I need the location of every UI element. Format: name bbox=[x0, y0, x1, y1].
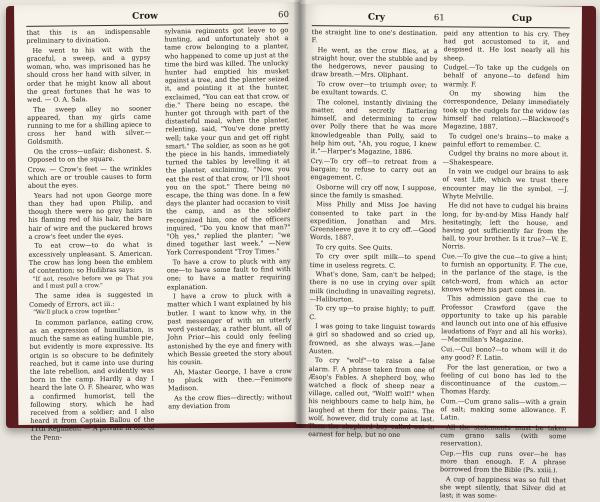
dictionary-paragraph: Years had not upon George more than they had upon Philip, and though there were no grey hairs in his flaming red of his hair, the bare hair of wire and the puckered brows a crow's feet under the eyes. bbox=[28, 190, 153, 241]
dictionary-paragraph: Crow. — Crow's feet — the wrinkles which are or trouble causes to form about the eyes. bbox=[27, 164, 152, 191]
dictionary-paragraph: Osborne will cry off now, I suppose, since the family is smashed. bbox=[310, 182, 437, 200]
right-page-header bbox=[312, 10, 570, 28]
header-guide-word-left: Cry bbox=[367, 12, 386, 23]
dictionary-paragraph: Ah, Master George, I have a crow to pluck with thee.—Fenimore Madison. bbox=[167, 366, 292, 393]
dictionary-paragraph: "If not, resolve before we go That you and I must pull a crow." bbox=[32, 275, 153, 290]
dictionary-paragraph: Cum.—Cum grano salis—with a grain of salt; making some allowance. F. Latin. bbox=[440, 397, 567, 422]
dictionary-paragraph: Cup.—His cup runs over—he has more than enough. F. A phrase borrowed from the Bible (Ps. xxiii.). bbox=[439, 449, 567, 475]
dictionary-paragraph: that this is an indispensable preliminary to divination. bbox=[26, 27, 151, 46]
dictionary-paragraph: To crow over—to triumph over; to be exultant towards. C. bbox=[311, 80, 438, 97]
right-page bbox=[296, 4, 582, 501]
dictionary-paragraph: "We'll pluck a crow together." bbox=[33, 309, 121, 317]
dictionary-paragraph: I have a crow to pluck with a matter which I want explained by his butler. I want to know why, in the past messenger of with an utterly word yesterday, a rather blunt, all of John Prior—his could only feeling astonished by the eye and finery with which Bessie greeted the story about his cousin. bbox=[167, 291, 292, 367]
dictionary-paragraph: Cry.—To cry off—to retreat from a bargain; to refuse to carry out an engagement. C. bbox=[310, 156, 437, 182]
dictionary-paragraph: The same idea is suggested in Comedy of Errors, act iii.: bbox=[29, 290, 154, 309]
page-number: 61 bbox=[433, 13, 445, 24]
dictionary-paragraph: The colonel, instantly divining the matter, and secretly flattering himself, and determining to crow over Polly there that he was more knowledgeable than Polly, said to help him out, "Ah, you rogue, I knew it."—Harper's Magazine, 1886. bbox=[310, 97, 438, 157]
book-gutter bbox=[294, 0, 306, 428]
right-page-columns bbox=[308, 28, 570, 502]
dictionary-paragraph: Cudgel.—To take up the cudgels on behalf of anyone—to defend him warmly. F. bbox=[443, 63, 570, 89]
left-column-2 bbox=[164, 26, 292, 442]
right-column-1 bbox=[308, 28, 438, 501]
dictionary-paragraph: I was going to take linguist towards a girl so shadowed and so cried up, frowned, as she always was.—Jane Austen. bbox=[308, 322, 436, 356]
dictionary-paragraph: paid any attention to his cry. They had got accustomed to it, and despised it. He lost nearly all his sheep. bbox=[443, 29, 570, 63]
left-page-header bbox=[26, 8, 288, 27]
dictionary-paragraph: What's done, Sam, can't be helped; there is no use in crying over spilt milk (including in unavailing regrets).—Haliburton. bbox=[309, 270, 436, 304]
dictionary-paragraph: In vain we cudgel our brains to ask of vast Life, which we trust there encounter may lie the symbol. —J. Whyte Melville. bbox=[442, 167, 569, 201]
left-page-columns bbox=[26, 26, 292, 443]
page-number: 60 bbox=[278, 10, 290, 21]
dictionary-paragraph: This admission gave the cue to Professor Crawford (gave the opportunity to take up his parable and launch out into one of his effusive laudations of Fayr and all his works).—Macmillan's Magazine. bbox=[441, 294, 568, 345]
dictionary-paragraph: sylvania regiments got leave to go hunting, and unfortunately shot a tame crow belonging to a planter, who happened to come up just at the time the bird was killed. The unlucky hunter had emptied his musket against a tree, and the planter seized it, and pointing it at the hunter, exclaimed, "You can eat that crow, or die." There being no escape, the hunter got through with part of the distasteful meal, when the planter, relenting, said, "You've done pretty well; take your gun and get off right smart." The soldier, as soon as he got the piece in his hands, immediately turned the tables by levelling it at the planter, exclaiming, "Now, you eat the rest of that crow, or I'll shoot you on the spot." There being no escape, the thing was done. In a few days the planter had occasion to visit the camp, and as the soldier recognized him, one of the officers inquired, "Do you know that man?" "Oh yes," replied the planter; "we dined together last week." —New York Correspondent "Troy Times." bbox=[164, 26, 291, 257]
dictionary-paragraph: On my showing him the correspondence, Delany immediately took up the cudgels for the widow (as himself had relation).—Blackwood's Magazine, 1887. bbox=[442, 89, 570, 131]
dictionary-paragraph: the straight line to one's destination. F. bbox=[311, 28, 438, 45]
right-column-2 bbox=[440, 29, 570, 502]
dictionary-paragraph: To cry quits. See Quits. bbox=[315, 242, 393, 252]
dictionary-paragraph: In common parlance, eating crow, as an expression of humiliation, is much the same as eating humble pie, but evidently is more expressive. Its origin is so obscure to be definitely reached, but it came into use during the late rebellion, and evidently was born in the camp. Hardly a day I heard the late O. F. Shearer, who was a confirmed humorist, tell the following story, which he had received from a soldier; and I also heard it from Captain Ballou of the 11th Regiment: — A private in one of the Penn- bbox=[29, 317, 155, 442]
dictionary-paragraph: Cudgel thy brains no more about it. —Shakespeare. bbox=[442, 149, 569, 167]
left-page bbox=[14, 2, 304, 442]
dictionary-paragraph: On the cross—unfair; dishonest. S. Opposed to on the square. bbox=[27, 146, 152, 165]
dictionary-paragraph: Cue.—To give the cue—to give a hint; to furnish an opportunity. F. The cue, in the parlance of the stage, is the catch-word, from which an actor knows where his part comes in. bbox=[441, 252, 568, 294]
dictionary-paragraph: Cui.—Cui bono?—to whom will it do any good? F. Latin. bbox=[440, 345, 568, 363]
dictionary-paragraph: He did not have to cudgel his brains long, for by-and-by Miss Handy half hesitatingly, left the house, and having got sufficiently far from the hall, to your brother. Is it true?—W. E. Norris. bbox=[441, 201, 569, 251]
dictionary-paragraph: For the last generation, or two a feeling of cui bono has led to the discontinuance of the custom.—Thomas Hardy. bbox=[440, 363, 567, 397]
header-guide-word-right: Cup bbox=[511, 13, 532, 25]
dictionary-paragraph: He went, as the crow flies, at a straight hour, over the stubble and by the hedgerows, never pausing to draw breath.—Mrs. Oliphant. bbox=[311, 45, 438, 80]
left-column-1 bbox=[26, 28, 154, 444]
dictionary-paragraph: To have a crow to pluck with any one—to have some fault to find with one; to have a matter requiring explanation. bbox=[166, 257, 291, 292]
dictionary-paragraph: To cudgel one's brains—to make a painful effort to remember. C. bbox=[442, 131, 569, 149]
dictionary-paragraph: A cup of happiness was so full that she wept silently, that Silver did at last; it was some- bbox=[439, 475, 566, 501]
dictionary-paragraph: To cry up—to praise highly; to puff. C. bbox=[309, 304, 436, 321]
dictionary-paragraph: To cry over spilt milk—to spend time in useless regrets. C. bbox=[309, 252, 436, 270]
header-guide-word: Crow bbox=[132, 11, 158, 22]
dictionary-paragraph: All the statements must be taken cum grano salis (with some reservation). bbox=[440, 423, 567, 449]
dictionary-paragraph: As the crow flies—directly; without any deviation from bbox=[168, 392, 293, 411]
dictionary-paragraph: He went to his wit with the graceful, a sweep, and a gypsy woman, who, was imprisoned has he should cross her hand with silver, in order that he might know all about the great fortunes that he was to wed. — O. A. Sala. bbox=[26, 45, 151, 104]
dictionary-paragraph: The sweep alley no sooner appeared, than my girls came running to me for a shilling apiece to cross her hand with silver.—Goldsmith. bbox=[27, 104, 152, 147]
dictionary-paragraph: Miss Philly and Miss Joe having consented to take part in the expedition, Jonathan and Mrs. Greensleeve gave it to cry off.—Good Words, 1887. bbox=[309, 200, 437, 242]
dictionary-paragraph: To eat crow—to do what is excessively unpleasant. S. American. The crow has long been the emblem of contention; so Hudibras says: bbox=[28, 240, 153, 275]
dictionary-paragraph: To cry "wolf"—to raise a false alarm. F. A phrase taken from one of Æsop's Fables. A shepherd boy, who watched a flock of sheep near a village, called out, "Wolf! wolf!" when his neighbours came to help him, he laughed at them for their pains. The wolf, however, did truly come at last. Then the shepherd boy called out in earnest for help, but no one bbox=[308, 356, 435, 440]
